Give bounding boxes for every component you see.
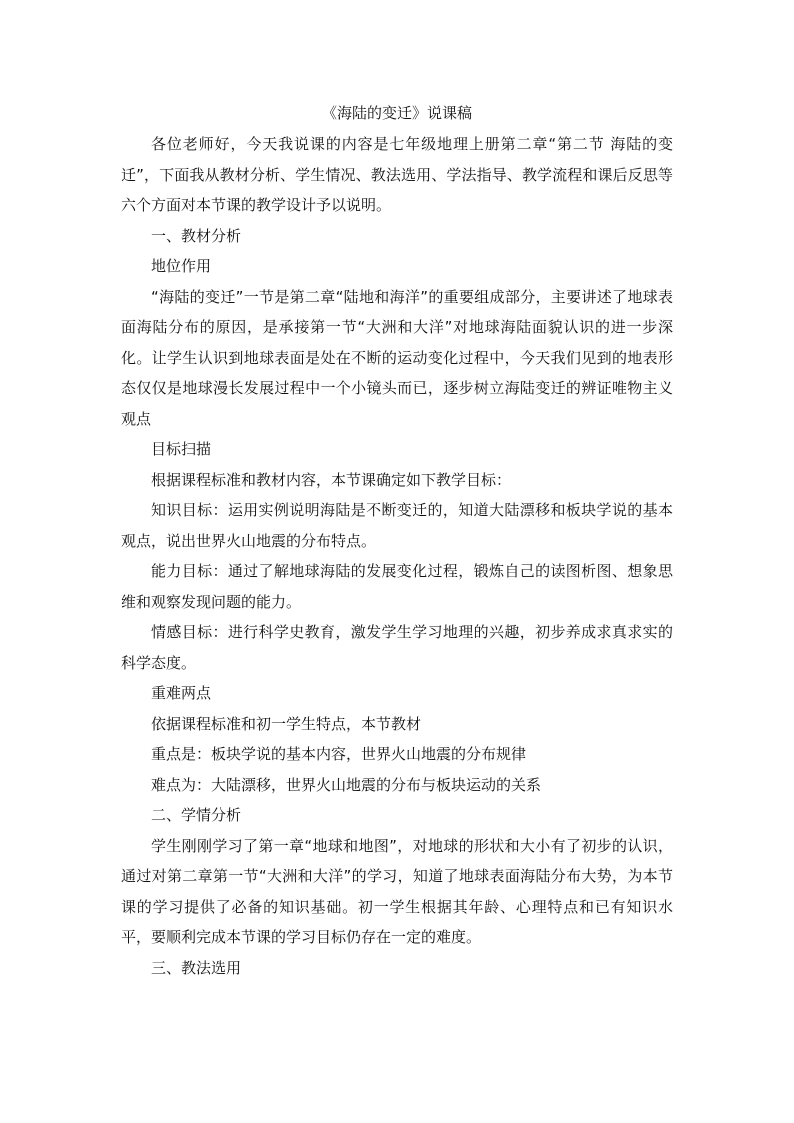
key-point: 重点是：板块学说的基本内容，世界火山地震的分布规律 [151, 745, 527, 763]
goal-knowledge: 知识目标：运用实例说明海陆是不断变迁的，知道大陆漂移和板块学说的基本观点，说出世界火山地震的分布特点。 [121, 501, 673, 550]
subheading-goals: 目标扫描 [151, 440, 212, 458]
document-page [121, 97, 673, 983]
subheading-role: 地位作用 [151, 257, 212, 275]
key-difficult-intro: 依据课程标准和初一学生特点，本节教材 [151, 714, 422, 733]
difficult-point: 难点为：大陆漂移，世界火山地震的分布与板块运动的关系 [151, 775, 542, 794]
goal-ability: 能力目标：通过了解地球海陆的发展变化过程，锻炼自己的读图析图、想象思维和观察发现问题的能力。 [121, 562, 673, 611]
subheading-key-difficult: 重难两点 [151, 684, 212, 702]
intro-paragraph: 各位老师好，今天我说课的内容是七年级地理上册第二章“第二节 海陆的变迁”，下面我从教材分析、学生情况、教法选用、学法指导、教学流程和课后反思等六个方面对本节课的教学设计予以说明。 [121, 135, 673, 214]
role-paragraph: “海陆的变迁”一节是第二章“陆地和海洋”的重要组成部分，主要讲述了地球表面海陆分布的原因，是承接第一节“大洲和大洋”对地球海陆面貌认识的进一步深化。让学生认识到地球表面是处在不断的运动变化过程中，今天我们见到的地表形态仅仅是地球漫长发展过程中一个小镜头而已，逐步树立海陆变迁的辨证唯物主义观点 [121, 287, 673, 428]
section-heading-textbook-analysis: 一、教材分析 [151, 226, 242, 245]
goal-emotion: 情感目标：进行科学史教育，激发学生学习地理的兴趣，初步养成求真求实的科学态度。 [121, 623, 673, 672]
document-title: 《海陆的变迁》说课稿 [321, 104, 472, 122]
goals-intro: 根据课程标准和教材内容，本节课确定如下教学目标： [151, 470, 512, 489]
section-heading-student-analysis: 二、学情分析 [151, 806, 242, 824]
section-heading-teaching-method: 三、教法选用 [151, 958, 242, 977]
student-analysis-paragraph: 学生刚刚学习了第一章“地球和地图”，对地球的形状和大小有了初步的认识，通过对第二章第一节“大洲和大洋”的学习，知道了地球表面海陆分布大势，为本节课的学习提供了必备的知识基础。初一学生根据其年龄、心理特点和已有知识水平，要顺利完成本节课的学习目标仍存在一定的难度。 [121, 836, 673, 946]
